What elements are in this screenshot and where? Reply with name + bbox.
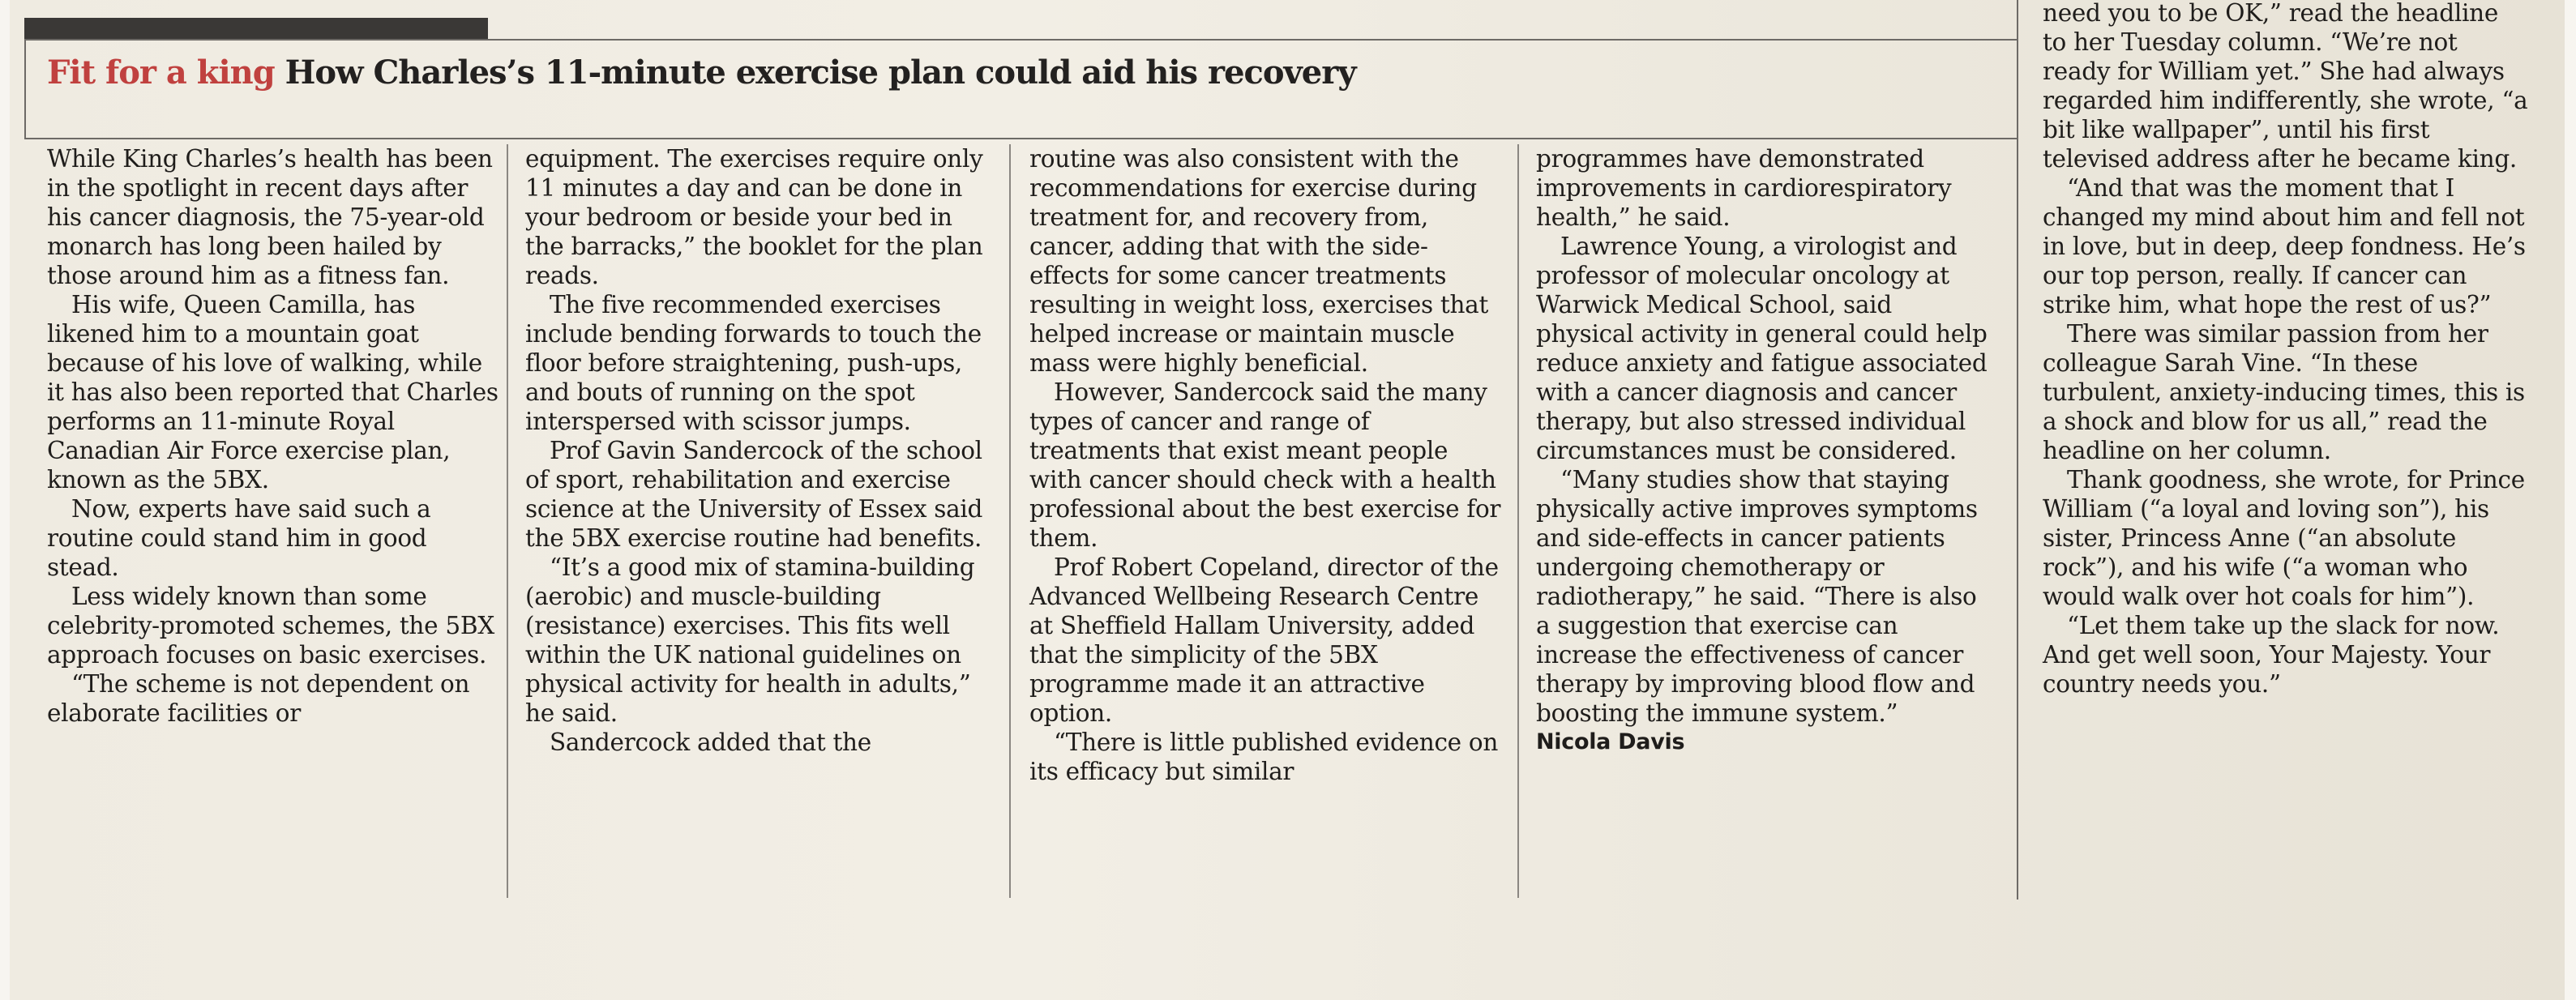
page-edge-left [0,0,10,1000]
paragraph: “There is little published evidence on its efficacy but similar [1029,729,1499,785]
paragraph: Now, experts have said such a routine could stand him in good stead. [47,495,431,581]
paragraph: “The scheme is not dependent on elaborate facilities or [47,670,470,727]
paragraph: Thank goodness, she wrote, for Prince William (“a loyal and loving son”), his sister, Princess Anne (“an absolute rock”), and his wife (“a woman who would walk over hot coals for him”). [2043,466,2525,610]
paragraph: There was similar passion from her colleague Sarah Vine. “In these turbulent, anxiety-inducing times, this is a shock and blow for us all,” read the headline on her column. [2043,320,2525,464]
paragraph: “And that was the moment that I changed my mind about him and fell not in love, but in deep, deep fondness. He’s our top person, really. If cancer can strike him, what hope the rest of us?” [2043,174,2526,318]
byline: Nicola Davis [1536,729,1685,754]
paragraph: The five recommended exercises include bending forwards to touch the floor before straightening, push-ups, and bouts of running on the spot interspersed with scissor jumps. [525,291,982,435]
top-rule [24,39,2017,41]
paragraph: Sandercock added that the [550,729,871,756]
paragraph: Prof Gavin Sandercock of the school of sport, rehabilitation and exercise science at the University of Essex said the 5BX exercise routine had benefits. [525,437,983,552]
paragraph: equipment. The exercises require only 11 minutes a day and can be done in your bedroom or beside your bed in the barracks,” the booklet for the plan reads. [525,145,983,289]
headline-text: How Charles’s 11-minute exercise plan could aid his recovery [285,53,1356,92]
paragraph: routine was also consistent with the recommendations for exercise during treatment for, and recovery from, cancer, adding that with the side-effects for some cancer treatments resulting in weight loss, exercises that helped increase or maintain muscle mass were highly beneficial. [1029,145,1489,377]
sidebar-divider-rule [2017,0,2018,900]
paragraph: programmes have demonstrated improvements in cardiorespiratory health,” he said. [1536,145,1952,231]
section-bar [24,18,488,39]
adjacent-column [2043,0,2529,699]
paragraph: “Many studies show that staying physically active improves symptoms and side-effects in cancer patients undergoing chemotherapy or radiotherapy,” he said. “There is also a suggestion that exercise can increase the effectiveness of cancer therapy by improving blood flow and boosting the immune system.” [1536,466,1978,727]
headline-underline-rule [24,138,2017,139]
paragraph: Less widely known than some celebrity-promoted schemes, the 5BX approach focuses on basic exercises. [47,583,494,669]
column-rule [1009,144,1011,898]
paragraph: While King Charles’s health has been in the spotlight in recent days after his cancer diagnosis, the 75-year-old monarch has long been hailed by those around him as a fitness fan. [47,145,493,289]
article-column-4-body [1536,144,1995,728]
article-column-1 [47,144,501,728]
paragraph: Prof Robert Copeland, director of the Advanced Wellbeing Research Centre at Sheffield Hallam University, added that the simplicity of the 5BX programme made it an attractive option. [1029,553,1499,727]
paragraph: However, Sandercock said the many types of cancer and range of treatments that exist meant people with cancer should check with a health professional about the best exercise for them. [1029,378,1501,552]
column-rule [1517,144,1519,898]
page-edge-right [2565,0,2576,1000]
headline-kicker: Fit for a king [47,53,275,92]
article-column-2 [525,144,989,757]
paragraph: His wife, Queen Camilla, has likened him to a mountain goat because of his love of walking, while it has also been reported that Charles performs an 11-minute Royal Canadian Air Force exercise plan, known as the 5BX. [47,291,499,494]
headline-box-rule [24,39,26,139]
paragraph: need you to be OK,” read the headline to her Tuesday column. “We’re not ready for William yet.” She had always regarded him indifferently, she wrote, “a bit like wallpaper”, until his first televised address after he became king. [2043,0,2528,173]
paragraph: “Let them take up the slack for now. And get well soon, Your Majesty. Your country needs you.” [2043,612,2500,698]
article-column-4 [1536,144,1995,757]
article-column-3 [1029,144,1501,786]
paragraph: “It’s a good mix of stamina-building (aerobic) and muscle-building (resistance) exercises. This fits well within the UK national guidelines on physical activity for health in adults,” he said. [525,553,975,727]
article-headline [47,49,1356,97]
column-rule [507,144,508,898]
paragraph: Lawrence Young, a virologist and professor of molecular oncology at Warwick Medical School, said physical activity in general could help reduce anxiety and fatigue associated with a cancer diagnosis and cancer therapy, but also stressed individual circumstances must be considered. [1536,233,1988,464]
